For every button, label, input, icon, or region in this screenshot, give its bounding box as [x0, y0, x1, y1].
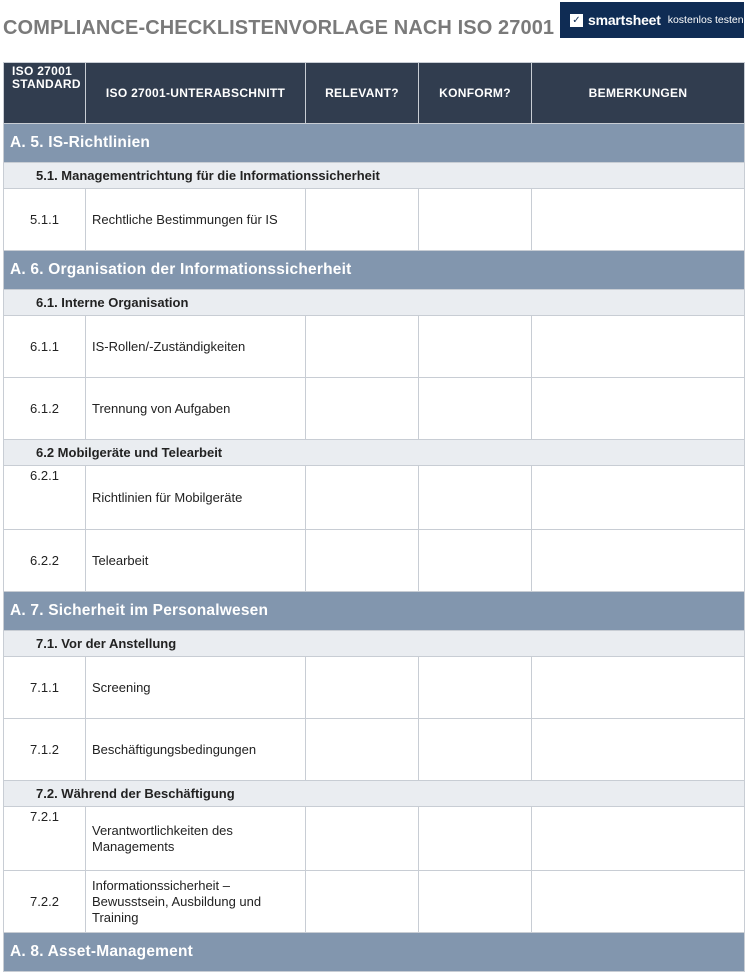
table-row	[4, 530, 745, 592]
check-icon: ✓	[570, 14, 583, 27]
section-row	[4, 251, 745, 290]
table-row	[4, 807, 745, 871]
subsection-row	[4, 163, 745, 189]
section-row	[4, 592, 745, 631]
subsection-title: 7.2. Während der Beschäftigung	[4, 781, 745, 807]
row-number: 7.1.2	[4, 719, 86, 781]
row-number: 5.1.1	[4, 189, 86, 251]
remarks-cell[interactable]	[532, 871, 745, 933]
section-title: A. 7. Sicherheit im Personalwesen	[4, 592, 745, 631]
row-description: Telearbeit	[86, 530, 306, 592]
row-description: Richtlinien für Mobilgeräte	[86, 466, 306, 530]
row-number: 7.1.1	[4, 657, 86, 719]
table-row	[4, 871, 745, 933]
relevant-cell[interactable]	[306, 719, 419, 781]
relevant-cell[interactable]	[306, 466, 419, 530]
subsection-row	[4, 631, 745, 657]
remarks-cell[interactable]	[532, 466, 745, 530]
table-row	[4, 316, 745, 378]
remarks-cell[interactable]	[532, 807, 745, 871]
section-title: A. 8. Asset-Management	[4, 933, 745, 972]
header-standard: ISO 27001 STANDARD	[4, 63, 86, 124]
relevant-cell[interactable]	[306, 871, 419, 933]
header-row	[4, 63, 745, 124]
header-remarks: BEMERKUNGEN	[532, 63, 745, 124]
conform-cell[interactable]	[419, 530, 532, 592]
remarks-cell[interactable]	[532, 657, 745, 719]
row-description: Beschäftigungsbedingungen	[86, 719, 306, 781]
conform-cell[interactable]	[419, 807, 532, 871]
subsection-row	[4, 290, 745, 316]
logo-brand: smartsheet	[588, 12, 661, 28]
table-row	[4, 189, 745, 251]
remarks-cell[interactable]	[532, 189, 745, 251]
section-title: A. 6. Organisation der Informationssicherheit	[4, 251, 745, 290]
row-description: Rechtliche Bestimmungen für IS	[86, 189, 306, 251]
header-subsection: ISO 27001-UNTERABSCHNITT	[86, 63, 306, 124]
relevant-cell[interactable]	[306, 807, 419, 871]
conform-cell[interactable]	[419, 657, 532, 719]
page-title: COMPLIANCE-CHECKLISTENVORLAGE NACH ISO 27001	[3, 17, 555, 39]
row-number: 6.2.1	[4, 466, 86, 530]
conform-cell[interactable]	[419, 719, 532, 781]
section-row	[4, 124, 745, 163]
row-description: Verantwortlichkeiten des Managements	[86, 807, 306, 871]
table-row	[4, 719, 745, 781]
table-row	[4, 466, 745, 530]
section-row	[4, 933, 745, 972]
row-number: 6.1.2	[4, 378, 86, 440]
header-conform: KONFORM?	[419, 63, 532, 124]
subsection-title: 6.2 Mobilgeräte und Telearbeit	[4, 440, 745, 466]
remarks-cell[interactable]	[532, 378, 745, 440]
smartsheet-logo-button[interactable]	[560, 2, 744, 38]
row-number: 7.2.2	[4, 871, 86, 933]
row-number: 6.2.2	[4, 530, 86, 592]
row-description: IS-Rollen/-Zuständigkeiten	[86, 316, 306, 378]
subsection-title: 5.1. Managementrichtung für die Informationssicherheit	[4, 163, 745, 189]
subsection-title: 7.1. Vor der Anstellung	[4, 631, 745, 657]
conform-cell[interactable]	[419, 189, 532, 251]
table-row	[4, 657, 745, 719]
remarks-cell[interactable]	[532, 316, 745, 378]
row-number: 7.2.1	[4, 807, 86, 871]
checklist-table	[3, 62, 745, 972]
conform-cell[interactable]	[419, 316, 532, 378]
conform-cell[interactable]	[419, 378, 532, 440]
remarks-cell[interactable]	[532, 530, 745, 592]
subsection-title: 6.1. Interne Organisation	[4, 290, 745, 316]
conform-cell[interactable]	[419, 466, 532, 530]
relevant-cell[interactable]	[306, 657, 419, 719]
logo-cta: kostenlos testen	[667, 14, 744, 26]
row-number: 6.1.1	[4, 316, 86, 378]
relevant-cell[interactable]	[306, 530, 419, 592]
conform-cell[interactable]	[419, 871, 532, 933]
row-description: Trennung von Aufgaben	[86, 378, 306, 440]
subsection-row	[4, 781, 745, 807]
remarks-cell[interactable]	[532, 719, 745, 781]
header-relevant: RELEVANT?	[306, 63, 419, 124]
relevant-cell[interactable]	[306, 316, 419, 378]
section-title: A. 5. IS-Richtlinien	[4, 124, 745, 163]
subsection-row	[4, 440, 745, 466]
relevant-cell[interactable]	[306, 378, 419, 440]
relevant-cell[interactable]	[306, 189, 419, 251]
row-description: Screening	[86, 657, 306, 719]
row-description: Informationssicherheit – Bewusstsein, Ausbildung und Training	[86, 871, 306, 933]
table-row	[4, 378, 745, 440]
